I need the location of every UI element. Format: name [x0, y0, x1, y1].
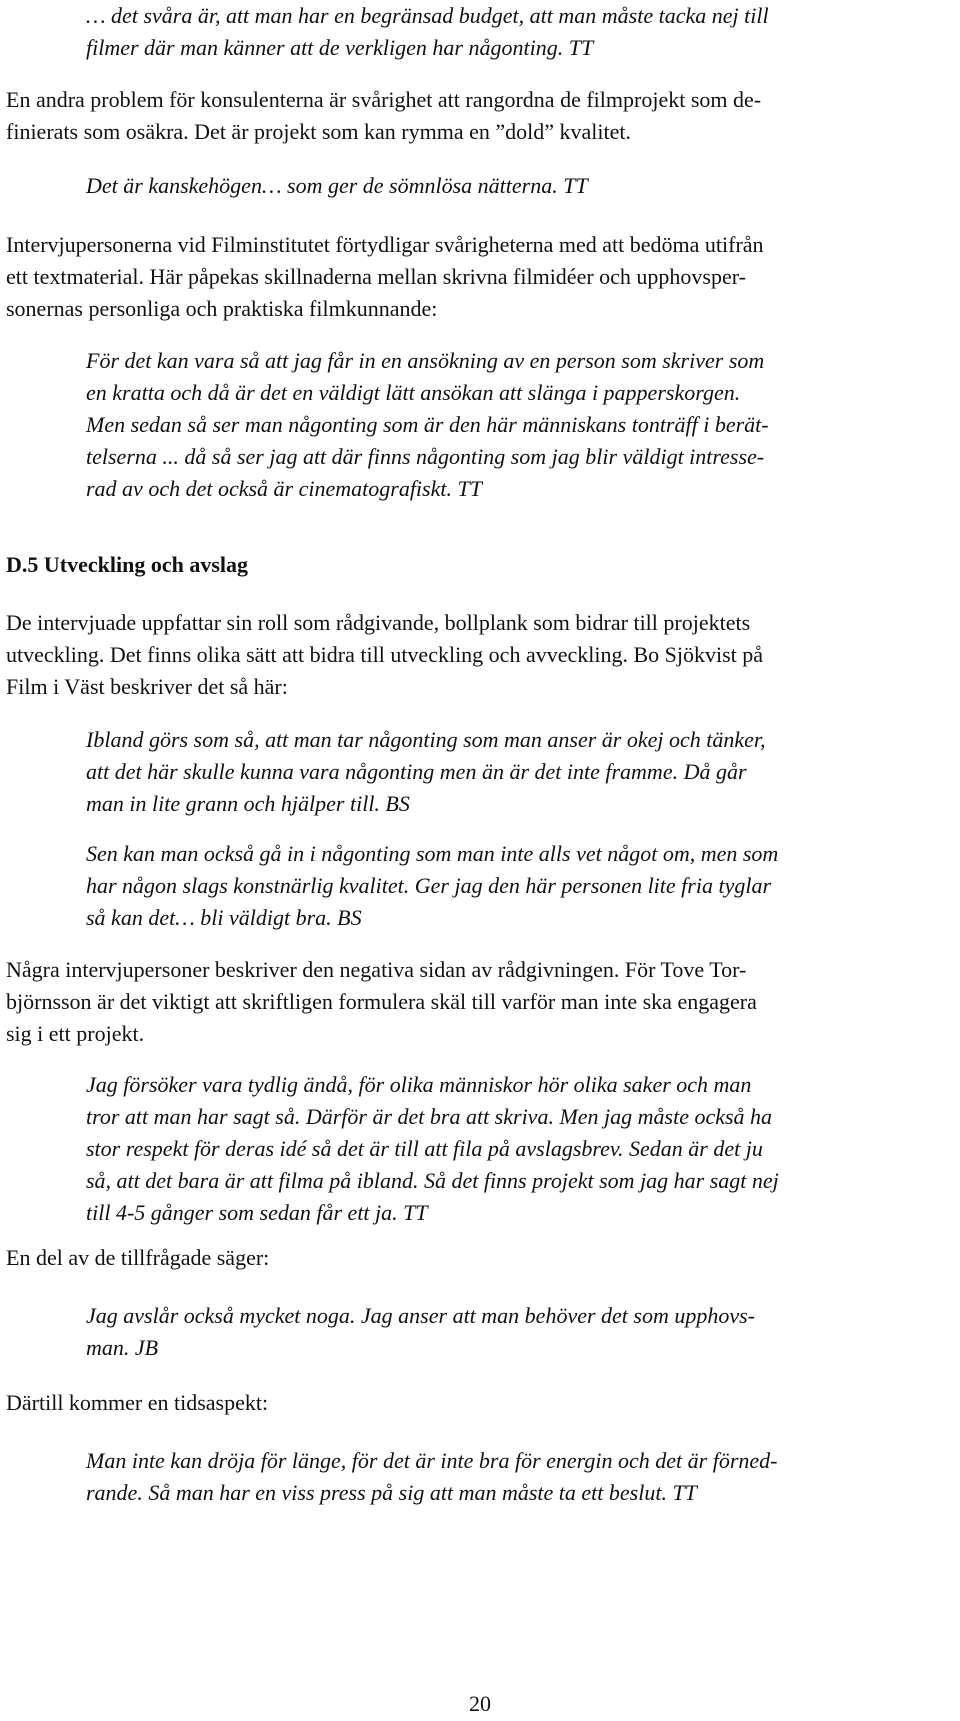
text-line: finierats som osäkra. Det är projekt som kan rymma en ”dold” kvalitet.: [6, 119, 631, 144]
text-line: till 4-5 gånger som sedan får ett ja. TT: [86, 1200, 428, 1225]
text-line: Ibland görs som så, att man tar någonting som man anser är okej och tänker,: [86, 727, 766, 752]
text-line: att det här skulle kunna vara någonting men än är det inte framme. Då går: [86, 759, 747, 784]
text-line: rad av och det också är cinematografiskt. TT: [86, 476, 482, 501]
body-paragraph: [6, 84, 941, 148]
text-line: För det kan vara så att jag får in en ansökning av en person som skriver som: [86, 348, 765, 373]
text-line: Man inte kan dröja för länge, för det är inte bra för energin och det är förned-: [86, 1448, 778, 1473]
text-line: björnsson är det viktigt att skriftligen formulera skäl till varför man inte ska engagera: [6, 989, 757, 1014]
text-line: har någon slags konstnärlig kvalitet. Ger jag den här personen lite fria tyglar: [86, 873, 772, 898]
text-line: man. JB: [86, 1335, 159, 1360]
text-line: De intervjuade uppfattar sin roll som rådgivande, bollplank som bidrar till projektets: [6, 610, 751, 635]
body-paragraph: [6, 1387, 941, 1419]
text-line: sonernas personliga och praktiska filmkunnande:: [6, 296, 438, 321]
text-line: Intervjupersonerna vid Filminstitutet förtydligar svårigheterna med att bedöma utifrån: [6, 232, 764, 257]
quote-block: [86, 345, 936, 505]
text-line: Sen kan man också gå in i någonting som man inte alls vet något om, men som: [86, 841, 779, 866]
page-number: 20: [469, 1691, 491, 1716]
text-line: tror att man har sagt så. Därför är det bra att skriva. Men jag måste också ha: [86, 1104, 773, 1129]
quote-block: [86, 1300, 936, 1364]
text-line: filmer där man känner att de verkligen har någonting. TT: [86, 35, 594, 60]
text-line: ett textmaterial. Här påpekas skillnaderna mellan skrivna filmidéer och upphovsper-: [6, 264, 746, 289]
text-line: … det svåra är, att man har en begränsad budget, att man måste tacka nej till: [86, 3, 769, 28]
text-line: stor respekt för deras idé så det är till att fila på avslagsbrev. Sedan är det ju: [86, 1136, 763, 1161]
text-line: Det är kanskehögen… som ger de sömnlösa nätterna. TT: [86, 173, 588, 198]
body-paragraph: [6, 607, 941, 703]
text-line: Jag avslår också mycket noga. Jag anser att man behöver det som upphovs-: [86, 1303, 756, 1328]
heading-text: D.5 Utveckling och avslag: [6, 552, 248, 577]
text-line: En andra problem för konsulenterna är svårighet att rangordna de filmprojekt som de-: [6, 87, 762, 112]
body-paragraph: [6, 954, 941, 1050]
quote-block: [86, 0, 936, 64]
text-line: så, att det bara är att filma på ibland. Så det finns projekt som jag har sagt nej: [86, 1168, 779, 1193]
text-line: Men sedan så ser man någonting som är den här människans tonträff i berät-: [86, 412, 769, 437]
text-line: så kan det… bli väldigt bra. BS: [86, 905, 362, 930]
text-line: man in lite grann och hjälper till. BS: [86, 791, 410, 816]
body-paragraph: [6, 229, 941, 325]
text-line: Därtill kommer en tidsaspekt:: [6, 1390, 269, 1415]
quote-block: [86, 1445, 936, 1509]
quote-block: [86, 724, 936, 820]
quote-block: [86, 1069, 936, 1229]
quote-block: [86, 838, 936, 934]
text-line: Film i Väst beskriver det så här:: [6, 674, 288, 699]
body-paragraph: [6, 1242, 941, 1274]
text-line: utveckling. Det finns olika sätt att bidra till utveckling och avveckling. Bo Sjökvist på: [6, 642, 764, 667]
section-heading: [6, 549, 941, 581]
text-line: Några intervjupersoner beskriver den negativa sidan av rådgivningen. För Tove Tor-: [6, 957, 747, 982]
text-line: Jag försöker vara tydlig ändå, för olika människor hör olika saker och man: [86, 1072, 752, 1097]
text-line: telserna ... då så ser jag att där finns någonting som jag blir väldigt intresse-: [86, 444, 765, 469]
quote-block: [86, 170, 936, 202]
text-line: sig i ett projekt.: [6, 1021, 145, 1046]
text-line: en kratta och då är det en väldigt lätt ansökan att slänga i papperskorgen.: [86, 380, 741, 405]
text-line: En del av de tillfrågade säger:: [6, 1245, 270, 1270]
text-line: rande. Så man har en viss press på sig att man måste ta ett beslut. TT: [86, 1480, 697, 1505]
